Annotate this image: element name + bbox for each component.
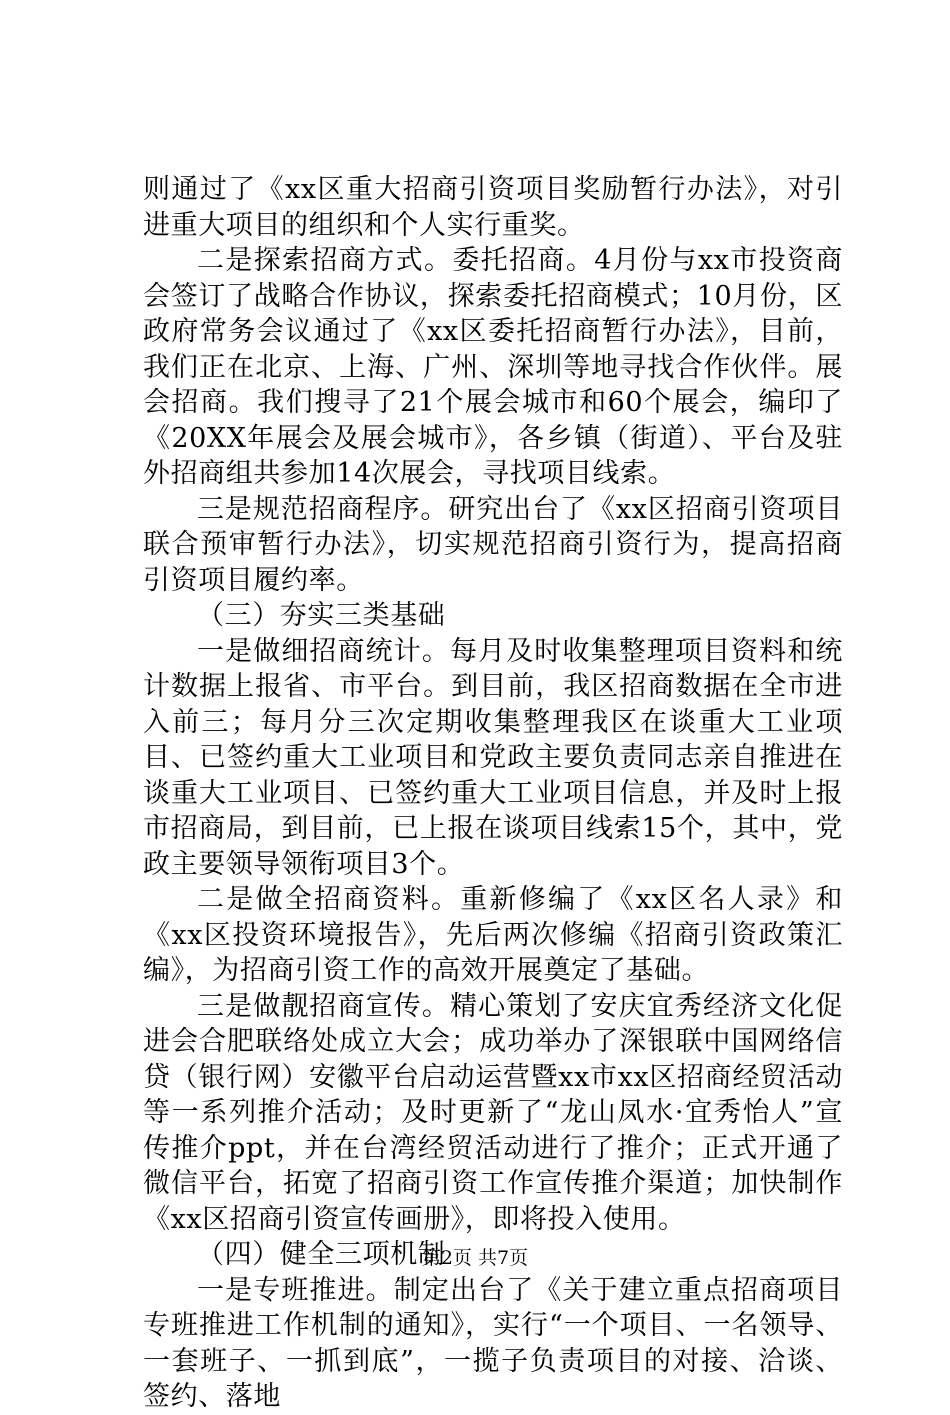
paragraph-task-force: 一是专班推进。制定出台了《关于建立重点招商项目专班推进工作机制的通知》，实行“一个项目、一名领导、一套班子、一抓到底”，一揽子负责项目的对接、洽谈、签约、落地 xyxy=(143,1274,843,1412)
section-heading-three-mechanisms: （四）健全三项机制 xyxy=(197,1239,446,1270)
paragraph-statistics: 一是做细招商统计。每月及时收集整理项目资料和统计数据上报省、市平台。到目前，我区招商数据在全市进入前三；每月分三次定期收集整理我区在谈重大工业项目、已签约重大工业项目和党政主要负责同志亲自推进在谈重大工业项目、已签约重大工业项目信息，并及时上报市招商局，到目前，已上报在谈项目线索15个，其中，党政主要领导领衔项目3个。 xyxy=(143,635,843,880)
paragraph-promotion: 三是做靓招商宣传。精心策划了安庆宜秀经济文化促进会合肥联络处成立大会；成功举办了深银联中国网络信贷（银行网）安徽平台启动运营暨xx市xx区招商经贸活动等一系列推介活动；及时更新了“龙山凤水·宜秀怡人”宣传推介ppt，并在台湾经贸活动进行了推介；正式开通了微信平台，拓宽了招商引资工作宣传推介渠道；加快制作《xx区招商引资宣传画册》，即将投入使用。 xyxy=(143,990,843,1235)
page-number: 第2页 共7页 xyxy=(421,1247,529,1269)
paragraph-explore-methods: 二是探索招商方式。委托招商。4月份与xx市投资商会签订了战略合作协议，探索委托招商模式；10月份，区政府常务会议通过了《xx区委托招商暂行办法》，目前，我们正在北京、上海、广州、深圳等地寻找合作伙伴。展会招商。我们搜寻了21个展会城市和60个展会，编印了《20XX年展会及展会城市》，各乡镇（街道）、平台及驻外招商组共参加14次展会，寻找项目线索。 xyxy=(143,245,843,489)
document-body xyxy=(143,172,843,1415)
paragraph-materials: 二是做全招商资料。重新修编了《xx区名人录》和《xx区投资环境报告》，先后两次修编《招商引资政策汇编》，为招商引资工作的高效开展奠定了基础。 xyxy=(143,884,843,986)
paragraph-continuation: 则通过了《xx区重大招商引资项目奖励暂行办法》，对引进重大项目的组织和个人实行重奖。 xyxy=(143,174,843,241)
section-heading-three-foundations: （三）夯实三类基础 xyxy=(197,600,446,631)
paragraph-standardize-procedures: 三是规范招商程序。研究出台了《xx区招商引资项目联合预审暂行办法》，切实规范招商引资行为，提高招商引资项目履约率。 xyxy=(143,493,843,596)
